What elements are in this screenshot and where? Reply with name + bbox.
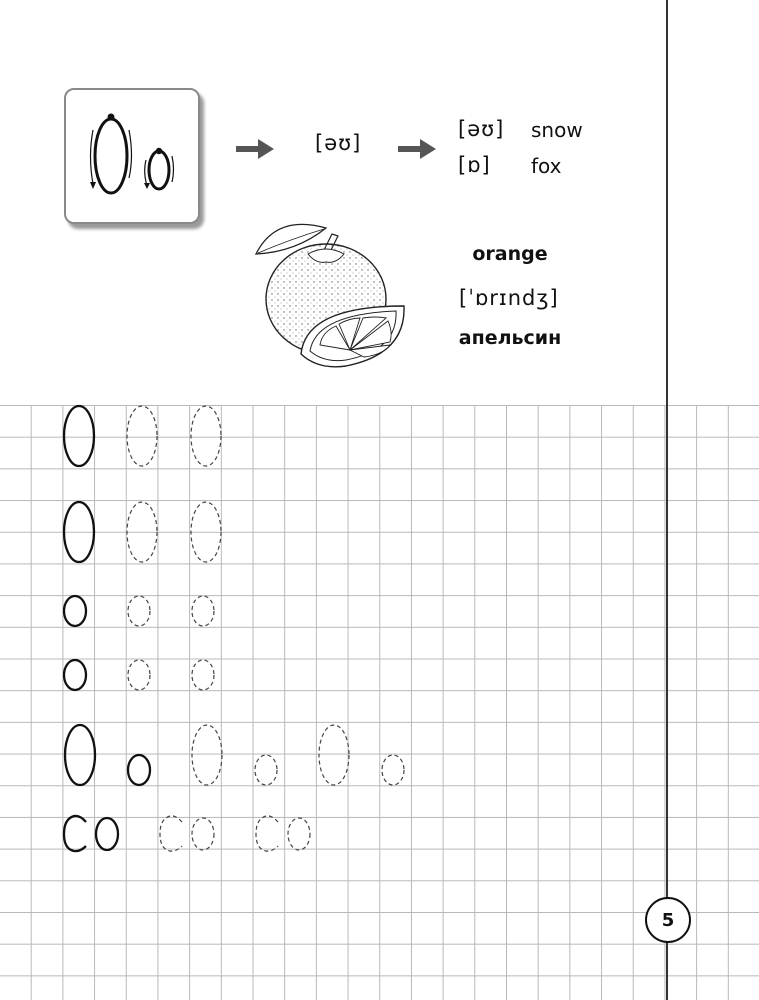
- dashed-letter-o-lower: [192, 596, 214, 626]
- solid-letter-o-upper: [65, 725, 95, 785]
- vocab-translation: апельсин: [458, 327, 562, 349]
- dashed-letter-o-lower: [128, 660, 150, 690]
- dashed-letter-o-upper: [191, 502, 221, 562]
- solid-letter-o-lower: [96, 818, 118, 850]
- dashed-letter-o-upper: [191, 406, 221, 466]
- dashed-letter-o-lower: [288, 818, 310, 850]
- vocab-word: orange: [472, 243, 548, 265]
- solid-letter-o-upper: [64, 406, 94, 466]
- example-word: snow: [531, 118, 583, 142]
- dashed-letter-o-upper: [319, 725, 349, 785]
- dashed-letter-o-lower: [192, 660, 214, 690]
- example-sound: [əʊ]: [458, 117, 505, 141]
- example-sound: [ɒ]: [458, 153, 491, 177]
- dashed-letter-c-shape: [256, 816, 278, 851]
- solid-letter-o-lower: [64, 660, 86, 690]
- solid-letter-o-lower: [64, 596, 86, 626]
- dashed-letter-o-lower: [382, 755, 404, 785]
- dashed-letter-o-upper: [192, 725, 222, 785]
- dashed-letter-o-lower: [255, 755, 277, 785]
- solid-letter-o-upper: [64, 502, 94, 562]
- dashed-letter-o-lower: [192, 818, 214, 850]
- page-number: 5: [645, 897, 691, 943]
- dashed-letter-o-upper: [127, 406, 157, 466]
- dashed-letter-o-lower: [128, 596, 150, 626]
- dashed-letter-c-shape: [160, 816, 182, 851]
- solid-letter-o-lower: [128, 755, 150, 785]
- solid-letter-c-shape: [64, 816, 86, 851]
- example-word: fox: [531, 154, 562, 178]
- dashed-letter-o-upper: [127, 502, 157, 562]
- primary-sound: [əʊ]: [315, 131, 362, 155]
- vocab-transcription: [ˈɒrɪndʒ]: [459, 286, 559, 310]
